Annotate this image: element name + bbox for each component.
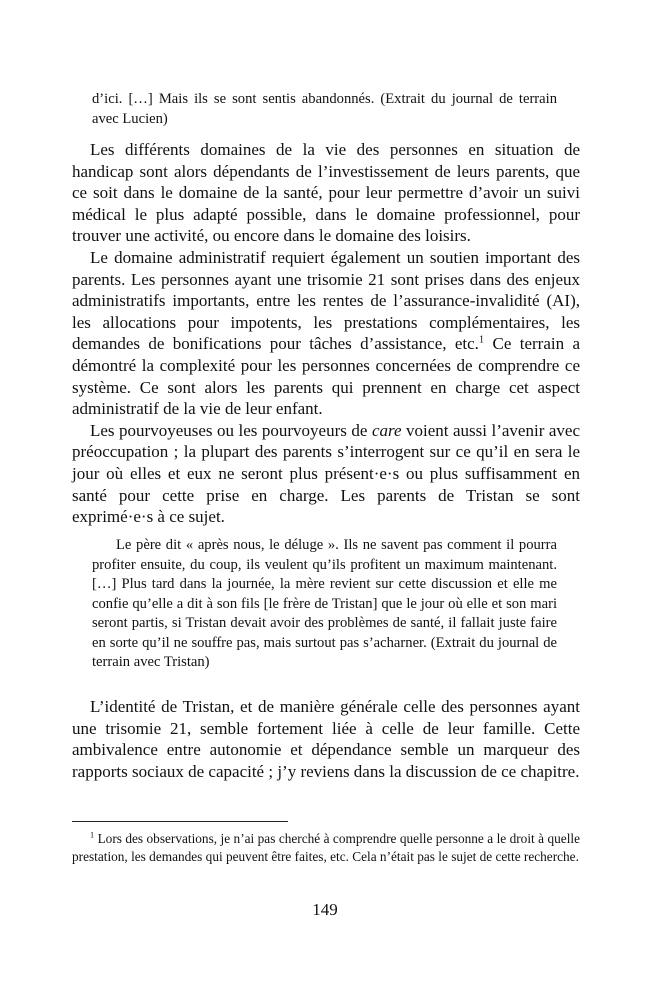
footnote-divider bbox=[72, 821, 288, 822]
paragraph-domains: Les différents domaines de la vie des personnes en situation de handicap sont alors dépendants de l’investissement de leurs parents, que ce soit dans le domaine de la santé, pour leur permettre d’avoir un suivi médical le plus adapté possible, dans le domaine professionnel, pour trouver une activité, ou encore dans le domaine des loisirs. bbox=[72, 140, 580, 246]
paragraph-identity: L’identité de Tristan, et de manière générale celle des personnes ayant une trisomie 21, semble fortement liée à celle de leur famille. Cette ambivalence entre autonomie et dépendance semble un marqueur des rapports sociaux de capacité ; j’y reviens dans la discussion de ce chapitre. bbox=[72, 697, 580, 781]
page-number: 149 bbox=[312, 900, 338, 919]
paragraph-administrative-start: Le domaine administratif requiert également un soutien important des parents. Les personnes ayant une trisomie 21 sont prises dans des enjeux administratifs importants, entre les rentes de l’assurance-invalidité (AI), les allocations pour impotents, les prestations complémentaires, les demandes de bonifications pour tâches d’assistance, etc. bbox=[72, 247, 580, 354]
footnote bbox=[72, 830, 580, 865]
footnote-reference[interactable]: 1 bbox=[478, 334, 485, 346]
block-quote-lucien: d’ici. […] Mais ils se sont sentis abandonnés. (Extrait du journal de terrain avec Lucien) bbox=[92, 91, 557, 127]
footnote-mark: 1 bbox=[90, 830, 95, 840]
body-text-bottom bbox=[72, 696, 580, 782]
paragraph-care-end: voient aussi l’avenir avec préoccupation ; la plupart des parents s’interrogent sur ce qu’il en sera le jour où elles et eux ne seront plus présent·e·s ou plus suffisamment en santé pour cette prise en charge. Les parents de Tristan se sont exprimé·e·s à ce sujet. bbox=[72, 420, 580, 527]
paragraph-care bbox=[72, 420, 580, 528]
body-text-top bbox=[72, 139, 580, 528]
footnote-text: Lors des observations, je n’ai pas cherché à comprendre quelle personne a le droit à quelle prestation, les demandes qui peuvent être faites, etc. Cela n’était pas le sujet de cette recherche. bbox=[72, 831, 580, 864]
paragraph-administrative bbox=[72, 247, 580, 420]
paragraph-administrative-end: Ce terrain a démontré la complexité pour les personnes concernées de comprendre ce système. Ce sont alors les parents qui prennent en charge cet aspect administratif de la vie de leur enfant. bbox=[72, 334, 580, 419]
care-term: care bbox=[371, 420, 402, 440]
paragraph-care-start: Les pourvoyeuses ou les pourvoyeurs de bbox=[90, 420, 372, 440]
block-quote-tristan: Le père dit « après nous, le déluge ». Ils ne savent pas comment il pourra profiter ensuite, du coup, ils veulent qu’ils profitent un maximum maintenant. […] Plus tard dans la journée, la mère revient sur cette discussion et elle me confie qu’elle a dit à son fils [le frère de Tristan] que le jour où elle et son mari seront partis, si Tristan devait avoir des problèmes de santé, il fallait juste faire en sorte qu’il ne souffre pas, mais surtout pas s’acharner. (Extrait du journal de terrain avec Tristan) bbox=[92, 537, 557, 670]
